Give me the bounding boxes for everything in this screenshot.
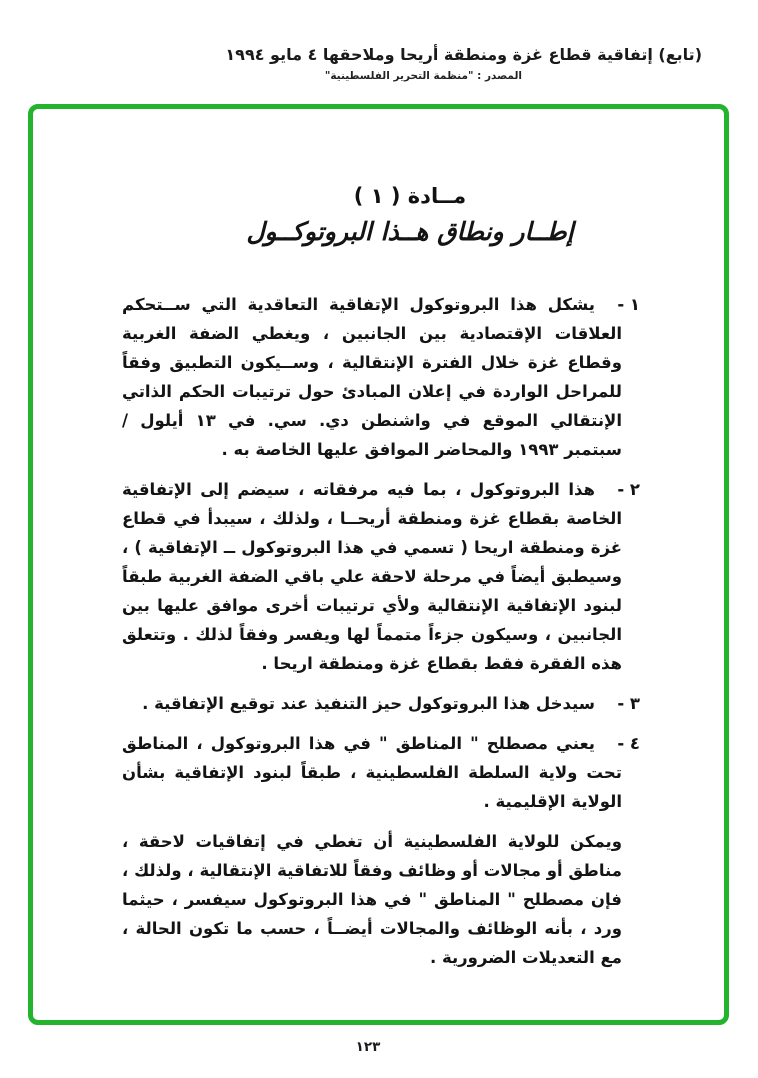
paragraph-1: [122, 290, 640, 464]
paragraph-4: [122, 729, 640, 816]
paragraph-3-number: ٣ -: [617, 694, 640, 713]
paragraph-4-number: ٤ -: [617, 734, 640, 753]
article-subtitle: إطــار ونطاق هــذا البروتوكــول: [246, 217, 574, 246]
document-header-title: (تابع) إتفاقية قطاع غزة ومنطقة أريحا وملاحقها ٤ مايو ١٩٩٤: [225, 45, 702, 64]
article-title: مــادة ( ١ ): [353, 184, 467, 208]
paragraph-2-number: ٢ -: [617, 480, 640, 499]
paragraph-1-text: يشكل هذا البروتوكول الإتفاقية التعاقدية التي ســتحكم العلاقات الإقتصادية بين الجانبين ، ويغطي الضفة الغربية وقطاع غزة خلال الفترة الإنتقالية ، وســيكون التطبيق وفقاً للمراحل الواردة في إعلان المبادئ حول ترتيبات الحكم الذاتي الإنتقالي الموقع في واشنطن دي. سي. في ١٣ أيلول / سبتمبر ١٩٩٣ والمحاضر الموافق عليها الخاصة به .: [122, 295, 622, 459]
paragraph-1-number: ١ -: [617, 295, 640, 314]
paragraph-2-text: هذا البروتوكول ، بما فيه مرفقاته ، سيضم إلى الإتفاقية الخاصة بقطاع غزة ومنطقة أريحــا ، ولذلك ، سيبدأ في قطاع غزة ومنطقة اريحا ( تسمي في هذا البروتوكول ــ الإتفاقية ) ، وسيطبق أيضاً في مرحلة لاحقة علي باقي الضفة الغربية طبقاً لبنود الإتفاقية الإنتقالية ولأي ترتيبات أخرى موافق عليها بين الجانبين ، وسيكون جزءاً متمماً لها ويفسر وفقاً لذلك . وتتعلق هذه الفقرة فقط بقطاع غزة ومنطقة اريحا .: [122, 480, 622, 673]
article-body: [122, 290, 640, 972]
paragraph-3: [122, 689, 640, 718]
closing-paragraph: ويمكن للولاية الفلسطينية أن تغطي في إتفاقيات لاحقة ، مناطق أو مجالات أو وظائف وفقاً للاتفاقية الإنتقالية ، ولذلك ، فإن مصطلح " المناطق " في هذا البروتوكول سيفسر ، حيثما ورد ، بأنه الوظائف والمجالات أيضــاً ، حسب ما تكون الحالة ، مع التعديلات الضرورية .: [122, 832, 622, 967]
paragraph-3-text: سيدخل هذا البروتوكول حيز التنفيذ عند توقيع الإتفاقية .: [142, 694, 595, 713]
paragraph-2: [122, 475, 640, 678]
paragraph-4-text: يعني مصطلح " المناطق " في هذا البروتوكول ، المناطق تحت ولاية السلطة الفلسطينية ، طبقاً لبنود الإتفاقية بشأن الولاية الإقليمية .: [122, 734, 622, 811]
page-number: ١٢٣: [355, 1039, 381, 1055]
document-header-source: المصدر : "منظمة التحرير الفلسطينية": [324, 70, 522, 82]
